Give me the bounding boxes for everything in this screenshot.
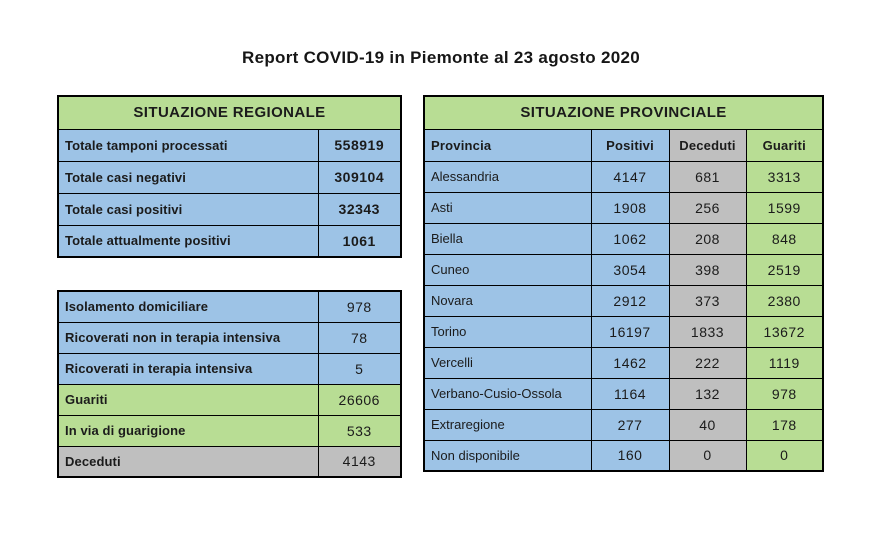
row-label: Isolamento domiciliare: [58, 291, 318, 322]
provincial-section: [423, 95, 822, 472]
table-row: [424, 161, 823, 192]
column-header-provincia: Provincia: [424, 129, 591, 161]
column-header-guariti: Guariti: [746, 129, 823, 161]
positivi-value: 1164: [591, 378, 669, 409]
guariti-value: 1119: [746, 347, 823, 378]
positivi-value: 16197: [591, 316, 669, 347]
positivi-value: 277: [591, 409, 669, 440]
provincial-header: SITUAZIONE PROVINCIALE: [424, 96, 823, 129]
row-label: Deceduti: [58, 446, 318, 477]
table-row: [58, 225, 401, 257]
row-label: Totale casi positivi: [58, 193, 318, 225]
deceduti-value: 0: [669, 440, 746, 471]
table-row: [58, 446, 401, 477]
row-label: Totale casi negativi: [58, 161, 318, 193]
row-value: 533: [318, 415, 401, 446]
table-row: [424, 223, 823, 254]
row-label: Totale tamponi processati: [58, 129, 318, 161]
deceduti-value: 40: [669, 409, 746, 440]
table-row: [424, 316, 823, 347]
row-value: 32343: [318, 193, 401, 225]
regional-header: SITUAZIONE REGIONALE: [58, 96, 401, 129]
guariti-value: 13672: [746, 316, 823, 347]
guariti-value: 848: [746, 223, 823, 254]
deceduti-value: 256: [669, 192, 746, 223]
table-row: [424, 440, 823, 471]
table-row: [424, 192, 823, 223]
table-row: [58, 322, 401, 353]
positivi-value: 1908: [591, 192, 669, 223]
row-value: 309104: [318, 161, 401, 193]
row-label: Ricoverati in terapia intensiva: [58, 353, 318, 384]
deceduti-value: 373: [669, 285, 746, 316]
table-row: [58, 291, 401, 322]
deceduti-value: 398: [669, 254, 746, 285]
positivi-value: 4147: [591, 161, 669, 192]
table-row: [58, 353, 401, 384]
provincia-name: Alessandria: [424, 161, 591, 192]
table-row: [58, 129, 401, 161]
guariti-value: 978: [746, 378, 823, 409]
provincia-name: Non disponibile: [424, 440, 591, 471]
positivi-value: 3054: [591, 254, 669, 285]
deceduti-value: 222: [669, 347, 746, 378]
table-row: [424, 347, 823, 378]
row-value: 978: [318, 291, 401, 322]
positivi-value: 1062: [591, 223, 669, 254]
page-title: Report COVID-19 in Piemonte al 23 agosto 2020: [242, 48, 640, 67]
table-row: [424, 254, 823, 285]
provincial-table: [423, 95, 824, 472]
row-label: Guariti: [58, 384, 318, 415]
provincia-name: Extraregione: [424, 409, 591, 440]
provincia-name: Torino: [424, 316, 591, 347]
provincia-name: Vercelli: [424, 347, 591, 378]
summary-table: [57, 290, 402, 478]
table-row: [58, 161, 401, 193]
column-header-deceduti: Deceduti: [669, 129, 746, 161]
row-label: In via di guarigione: [58, 415, 318, 446]
regional-table: [57, 95, 402, 258]
row-label: Totale attualmente positivi: [58, 225, 318, 257]
deceduti-value: 681: [669, 161, 746, 192]
row-value: 5: [318, 353, 401, 384]
guariti-value: 1599: [746, 192, 823, 223]
positivi-value: 160: [591, 440, 669, 471]
guariti-value: 0: [746, 440, 823, 471]
guariti-value: 178: [746, 409, 823, 440]
table-row: [424, 409, 823, 440]
regional-section: [57, 95, 400, 478]
provincia-name: Verbano-Cusio-Ossola: [424, 378, 591, 409]
provincia-name: Novara: [424, 285, 591, 316]
positivi-value: 1462: [591, 347, 669, 378]
provincia-name: Asti: [424, 192, 591, 223]
regional-header-row: [58, 96, 401, 129]
row-value: 78: [318, 322, 401, 353]
table-row: [58, 415, 401, 446]
row-value: 4143: [318, 446, 401, 477]
provincia-name: Cuneo: [424, 254, 591, 285]
row-value: 558919: [318, 129, 401, 161]
provincial-header-row: [424, 96, 823, 129]
column-header-row: [424, 129, 823, 161]
table-row: [424, 285, 823, 316]
table-row: [424, 378, 823, 409]
deceduti-value: 208: [669, 223, 746, 254]
positivi-value: 2912: [591, 285, 669, 316]
column-header-positivi: Positivi: [591, 129, 669, 161]
deceduti-value: 1833: [669, 316, 746, 347]
row-value: 26606: [318, 384, 401, 415]
table-row: [58, 193, 401, 225]
guariti-value: 2519: [746, 254, 823, 285]
row-value: 1061: [318, 225, 401, 257]
provincia-name: Biella: [424, 223, 591, 254]
deceduti-value: 132: [669, 378, 746, 409]
table-row: [58, 384, 401, 415]
guariti-value: 3313: [746, 161, 823, 192]
row-label: Ricoverati non in terapia intensiva: [58, 322, 318, 353]
guariti-value: 2380: [746, 285, 823, 316]
